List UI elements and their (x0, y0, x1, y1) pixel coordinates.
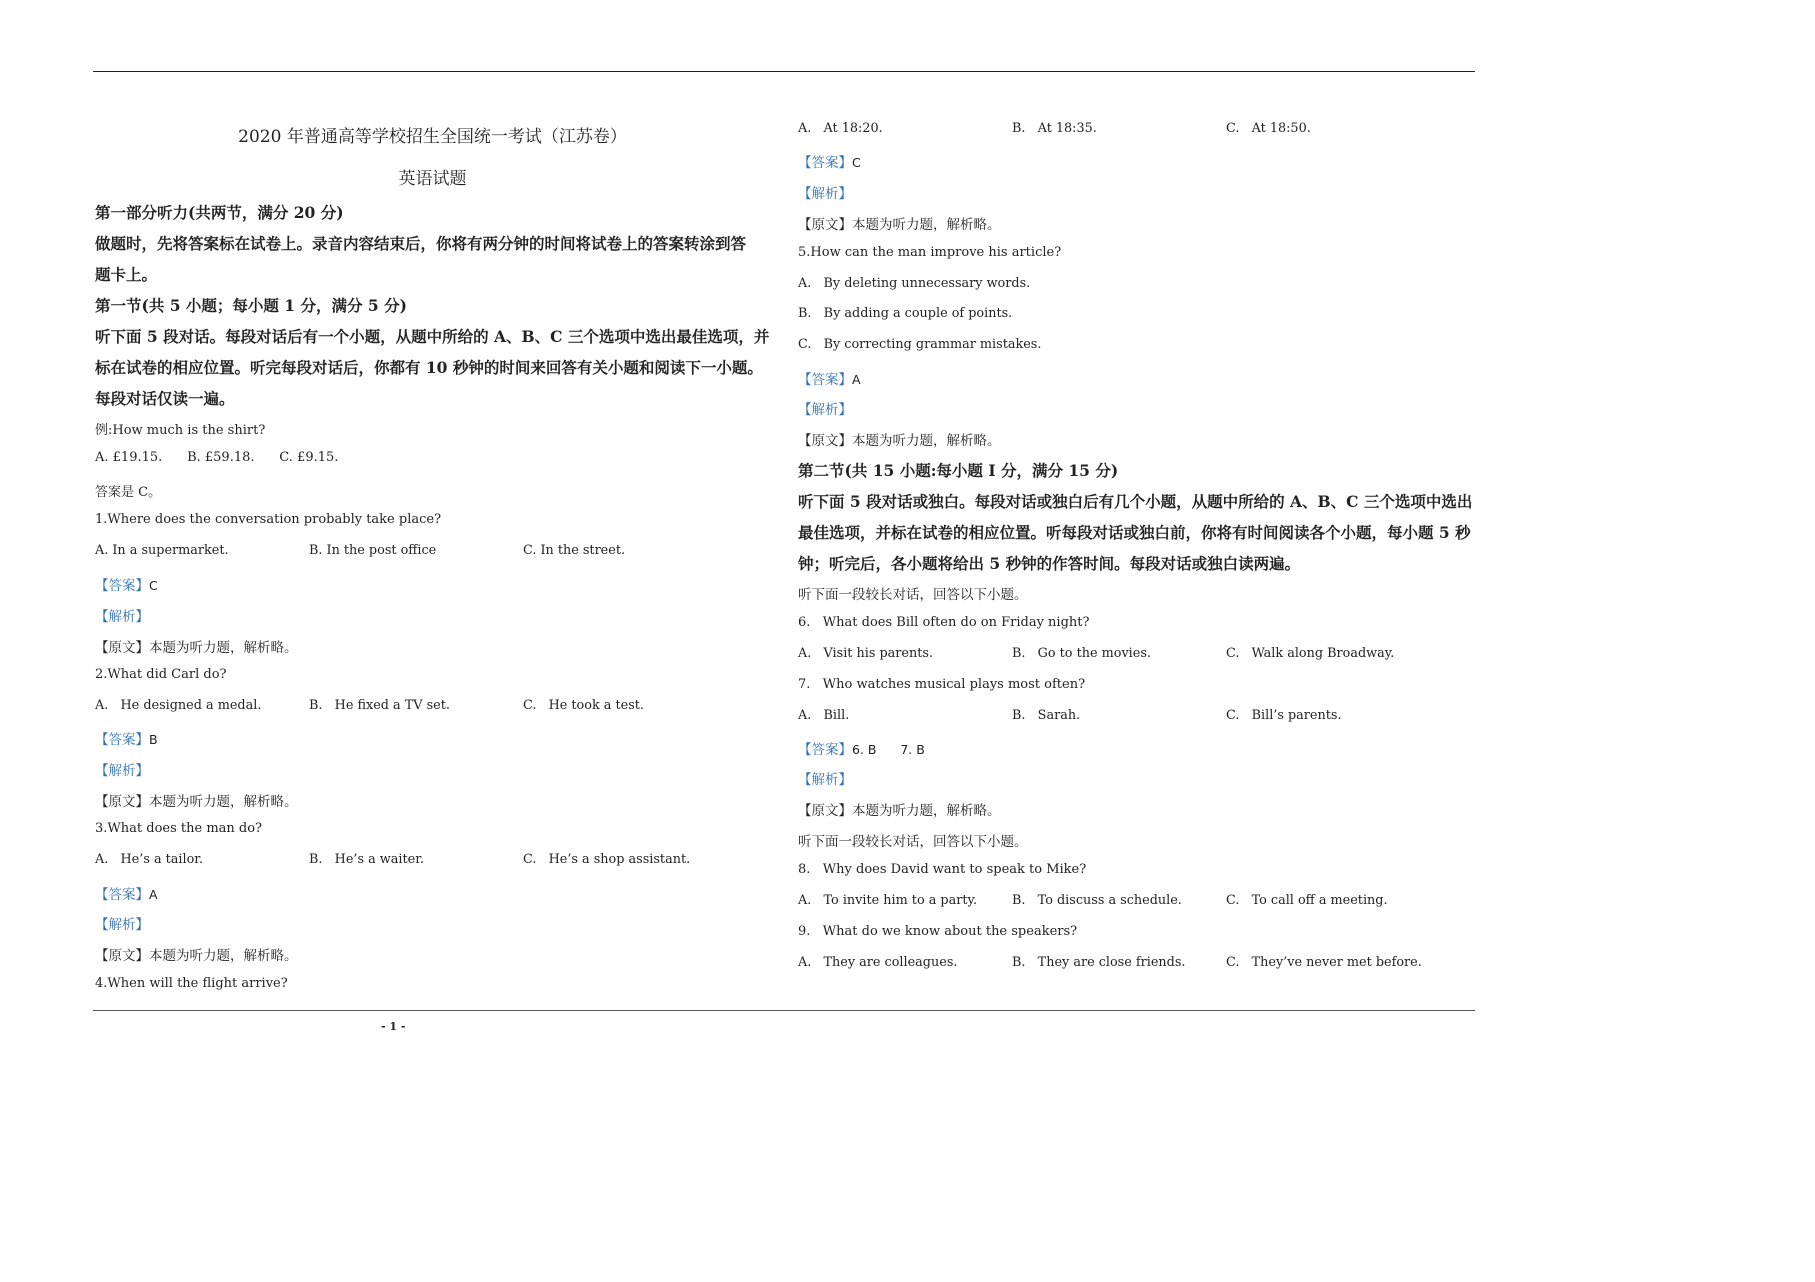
option-a: A. He’s a tailor. (95, 852, 204, 867)
source-label: 【原文】 (798, 803, 852, 819)
option-b: B. He’s a waiter. (309, 852, 424, 867)
source-label: 【原文】 (798, 433, 852, 449)
source-text: 本题为听力题，解析略。 (852, 803, 1001, 819)
instructions-line: 钟；听完后，各小题将给出 5 秒钟的作答时间。每段对话或独白读两遍。 (798, 554, 1301, 573)
option-a: A. Bill. (798, 708, 850, 723)
option-b: B. By adding a couple of points. (798, 306, 1013, 321)
answer-label: 【答案】 (798, 742, 852, 758)
source-line (798, 799, 1001, 819)
option-c: C. He’s a shop assistant. (523, 852, 691, 867)
answer-line (95, 728, 158, 748)
analysis-label: 【解析】 (798, 402, 852, 418)
question-3: 3.What does the man do? (95, 821, 263, 836)
exam-title: 2020 年普通高等学校招生全国统一考试（江苏卷） (238, 127, 627, 147)
analysis-label: 【解析】 (95, 609, 149, 625)
source-line (798, 213, 1001, 233)
analysis-label: 【解析】 (95, 917, 149, 933)
source-text: 本题为听力题，解析略。 (852, 217, 1001, 233)
option-c: C. He took a test. (523, 698, 644, 713)
option-b: B. At 18:35. (1012, 121, 1097, 136)
page-number: - 1 - (381, 1020, 406, 1033)
answer-value: A (149, 887, 158, 902)
source-text: 本题为听力题，解析略。 (149, 794, 298, 810)
answer-value: 6. B 7. B (852, 742, 925, 757)
section1-heading: 第一节(共 5 小题；每小题 1 分，满分 5 分) (95, 296, 407, 315)
option-c: C. By correcting grammar mistakes. (798, 337, 1042, 352)
source-label: 【原文】 (95, 794, 149, 810)
bottom-rule (93, 1010, 1475, 1011)
answer-label: 【答案】 (798, 372, 852, 388)
source-line (95, 790, 298, 810)
instructions-line: 听下面 5 段对话。每段对话后有一个小题，从题中所给的 A、B、C 三个选项中选出最佳选项，并 (95, 327, 770, 346)
question-9: 9. What do we know about the speakers? (798, 924, 1078, 939)
source-text: 本题为听力题，解析略。 (149, 640, 298, 656)
question-7: 7. Who watches musical plays most often? (798, 677, 1086, 692)
option-a: A. In a supermarket. (95, 543, 229, 558)
option-b: B. To discuss a schedule. (1012, 893, 1182, 908)
part1-heading: 第一部分听力(共两节，满分 20 分) (95, 203, 344, 222)
option-b: B. Go to the movies. (1012, 646, 1151, 661)
instructions-line: 每段对话仅读一遍。 (95, 389, 235, 408)
source-text: 本题为听力题，解析略。 (852, 433, 1001, 449)
exam-subtitle: 英语试题 (398, 169, 467, 189)
question-2: 2.What did Carl do? (95, 667, 227, 682)
analysis-label: 【解析】 (798, 772, 852, 788)
option-a: A. To invite him to a party. (798, 893, 978, 908)
option-b: B. He fixed a TV set. (309, 698, 450, 713)
answer-value: C (852, 155, 861, 170)
instructions-line: 题卡上。 (95, 265, 158, 284)
answer-line (95, 574, 158, 594)
option-c: C. To call off a meeting. (1226, 893, 1388, 908)
option-b: B. Sarah. (1012, 708, 1081, 723)
instructions-line: 听下面 5 段对话或独白。每段对话或独白后有几个小题，从题中所给的 A、B、C 三个选项中选出 (798, 492, 1473, 511)
question-6: 6. What does Bill often do on Friday night? (798, 615, 1090, 630)
question-8: 8. Why does David want to speak to Mike? (798, 862, 1087, 877)
source-line (798, 429, 1001, 449)
analysis-label: 【解析】 (798, 186, 852, 202)
source-line (95, 636, 298, 656)
source-line (95, 944, 298, 964)
source-label: 【原文】 (798, 217, 852, 233)
question-5: 5.How can the man improve his article? (798, 245, 1062, 260)
question-1: 1.Where does the conversation probably take place? (95, 512, 442, 527)
source-text: 本题为听力题，解析略。 (149, 948, 298, 964)
answer-line (798, 151, 861, 171)
example-answer: 答案是 C。 (95, 485, 162, 500)
option-a: A. They are colleagues. (798, 955, 958, 970)
option-c: C. At 18:50. (1226, 121, 1311, 136)
listen-prompt: 听下面一段较长对话，回答以下小题。 (798, 587, 1028, 603)
example-question: 例:How much is the shirt? (95, 423, 266, 438)
example-options: A. £19.15. B. £59.18. C. £9.15. (95, 450, 339, 465)
answer-value: A (852, 372, 861, 387)
option-a: A. At 18:20. (798, 121, 883, 136)
source-label: 【原文】 (95, 948, 149, 964)
option-c: C. They’ve never met before. (1226, 955, 1422, 970)
analysis-label: 【解析】 (95, 763, 149, 779)
question-4: 4.When will the flight arrive? (95, 976, 288, 991)
option-c: C. In the street. (523, 543, 626, 558)
option-a: A. By deleting unnecessary words. (798, 276, 1031, 291)
instructions-line: 标在试卷的相应位置。听完每段对话后，你都有 10 秒钟的时间来回答有关小题和阅读下一小题。 (95, 358, 763, 377)
option-a: A. Visit his parents. (798, 646, 933, 661)
section2-heading: 第二节(共 15 小题:每小题 I 分，满分 15 分) (798, 461, 1119, 480)
listen-prompt: 听下面一段较长对话，回答以下小题。 (798, 834, 1028, 850)
source-label: 【原文】 (95, 640, 149, 656)
option-b: B. In the post office (309, 543, 437, 558)
instructions-line: 最佳选项，并标在试卷的相应位置。听每段对话或独白前，你将有时间阅读各个小题，每小题 5 秒 (798, 523, 1471, 542)
option-b: B. They are close friends. (1012, 955, 1186, 970)
option-c: C. Bill’s parents. (1226, 708, 1342, 723)
answer-line (798, 738, 925, 758)
answer-label: 【答案】 (798, 155, 852, 171)
answer-line (798, 368, 861, 388)
instructions-line: 做题时，先将答案标在试卷上。录音内容结束后，你将有两分钟的时间将试卷上的答案转涂到答 (95, 234, 747, 253)
option-a: A. He designed a medal. (95, 698, 262, 713)
option-c: C. Walk along Broadway. (1226, 646, 1395, 661)
answer-value: C (149, 578, 158, 593)
answer-line (95, 883, 158, 903)
answer-label: 【答案】 (95, 732, 149, 748)
answer-label: 【答案】 (95, 578, 149, 594)
top-rule (93, 71, 1475, 72)
answer-value: B (149, 732, 158, 747)
answer-label: 【答案】 (95, 887, 149, 903)
